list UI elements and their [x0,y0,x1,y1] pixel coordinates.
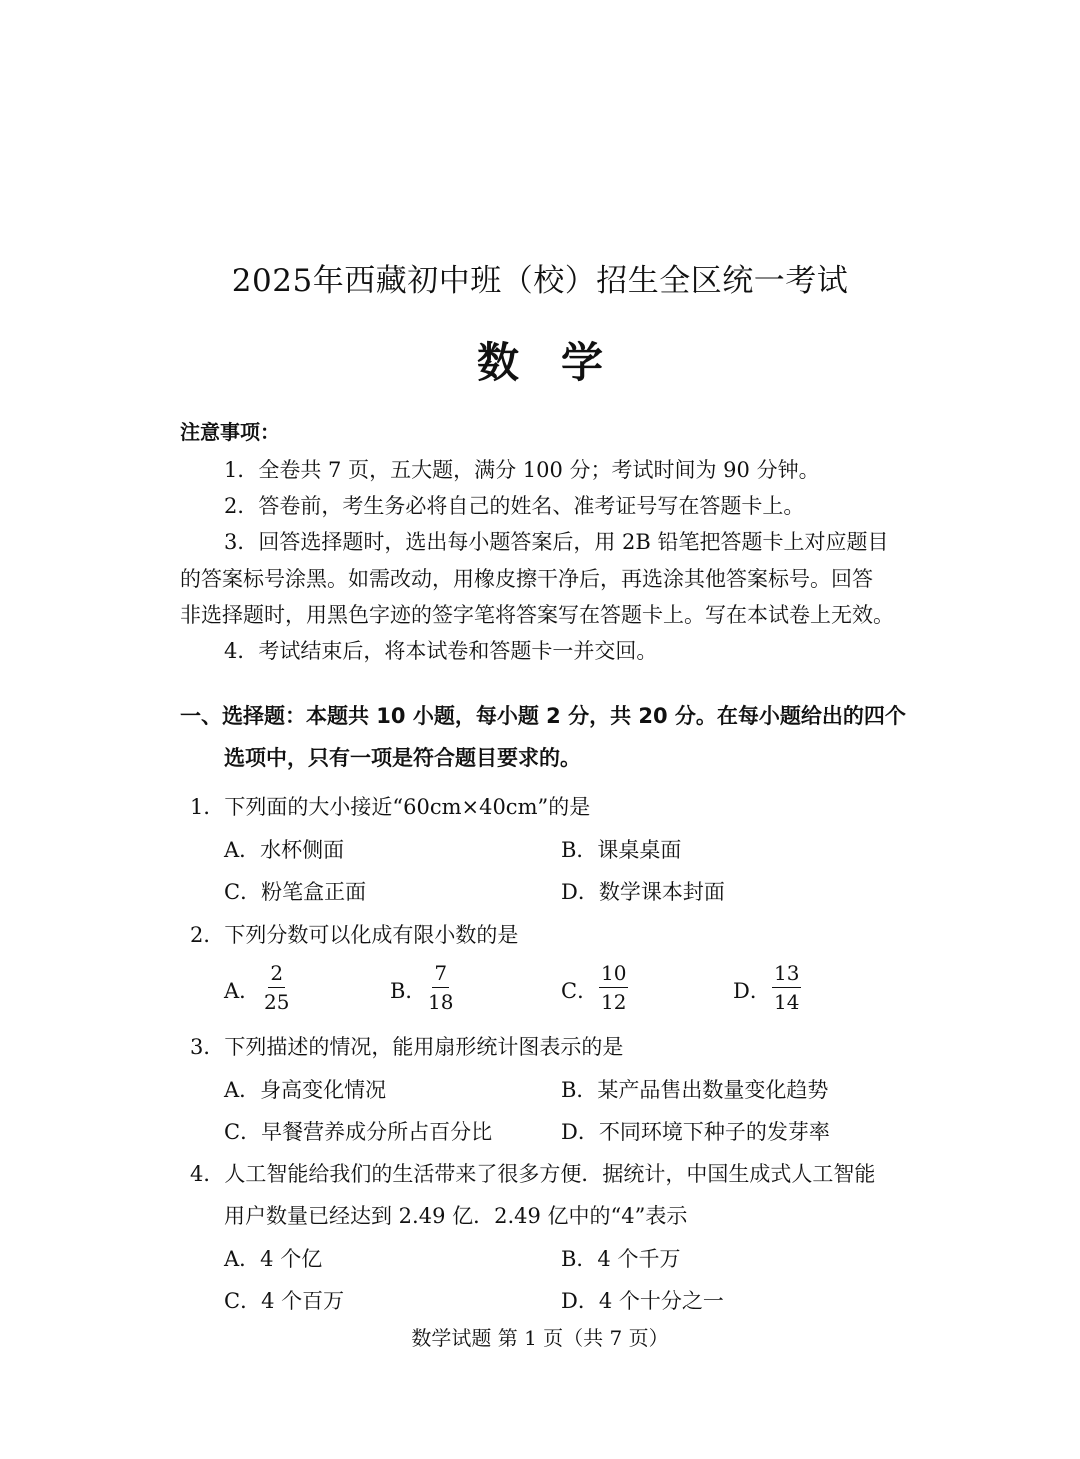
q2-option-b-fraction [428,962,453,1013]
fraction-denominator: 25 [264,990,290,1014]
q2-option-a-fraction [264,962,289,1013]
q4-option-a: A．4 个亿 [224,1247,323,1271]
q1-option-b: B．课桌桌面 [561,838,682,862]
fraction-denominator: 12 [601,990,627,1014]
q3-stem: 3．下列描述的情况，能用扇形统计图表示的是 [190,1035,624,1059]
fraction-denominator: 14 [774,990,800,1014]
q2-option-d-label: D． [733,979,771,1003]
section1-heading-cont: 选项中，只有一项是符合题目要求的。 [224,746,581,770]
q4-option-b: B．4 个千万 [561,1247,681,1271]
fraction-numerator: 7 [432,962,449,988]
q3-option-c: C．早餐营养成分所占百分比 [224,1120,493,1144]
note-line-1: 1．全卷共 7 页，五大题，满分 100 分；考试时间为 90 分钟。 [224,458,820,482]
note-line-3: 3．回答选择题时，选出每小题答案后，用 2B 铅笔把答题卡上对应题目 [224,530,889,554]
section1-heading: 一、选择题：本题共 10 小题，每小题 2 分，共 20 分。在每小题给出的四个 [180,704,906,728]
note-line-2: 2．答卷前，考生务必将自己的姓名、准考证号写在答题卡上。 [224,494,805,518]
fraction-numerator: 2 [268,962,285,988]
note-line-3-cont-1: 的答案标号涂黑。如需改动，用橡皮擦干净后，再选涂其他答案标号。回答 [180,567,873,591]
q4-stem-cont: 用户数量已经达到 2.49 亿．2.49 亿中的“4”表示 [224,1204,688,1228]
fraction-denominator: 18 [428,990,454,1014]
q4-option-d: D．4 个十分之一 [561,1289,724,1313]
q1-stem: 1．下列面的大小接近“60cm×40cm”的是 [190,795,591,819]
fraction-numerator: 10 [599,962,628,988]
fraction-numerator: 13 [772,962,801,988]
q3-option-b: B．某产品售出数量变化趋势 [561,1078,829,1102]
page-footer: 数学试题 第 1 页（共 7 页） [411,1326,669,1350]
q3-option-d: D．不同环境下种子的发芽率 [561,1120,830,1144]
q2-option-c-label: C． [561,979,599,1003]
q2-option-b-label: B． [390,979,427,1003]
q2-option-a-label: A． [224,979,261,1003]
subject-title: 数学 [476,338,645,387]
q4-stem: 4．人工智能给我们的生活带来了很多方便．据统计，中国生成式人工智能 [190,1162,876,1186]
q1-option-d: D．数学课本封面 [561,880,725,904]
q3-option-a: A．身高变化情况 [224,1078,387,1102]
q4-option-c: C．4 个百万 [224,1289,345,1313]
note-line-4: 4．考试结束后，将本试卷和答题卡一并交回。 [224,639,658,663]
note-line-3-cont-2: 非选择题时，用黑色字迹的签字笔将答案写在答题卡上。写在本试卷上无效。 [180,603,894,627]
q2-stem: 2．下列分数可以化成有限小数的是 [190,923,519,947]
q2-option-d-fraction [772,962,801,1013]
exam-title: 2025年西藏初中班（校）招生全区统一考试 [231,263,849,299]
q2-option-c-fraction [599,962,628,1013]
q1-option-c: C．粉笔盒正面 [224,880,367,904]
q1-option-a: A．水杯侧面 [224,838,345,862]
notes-heading: 注意事项： [180,420,280,444]
